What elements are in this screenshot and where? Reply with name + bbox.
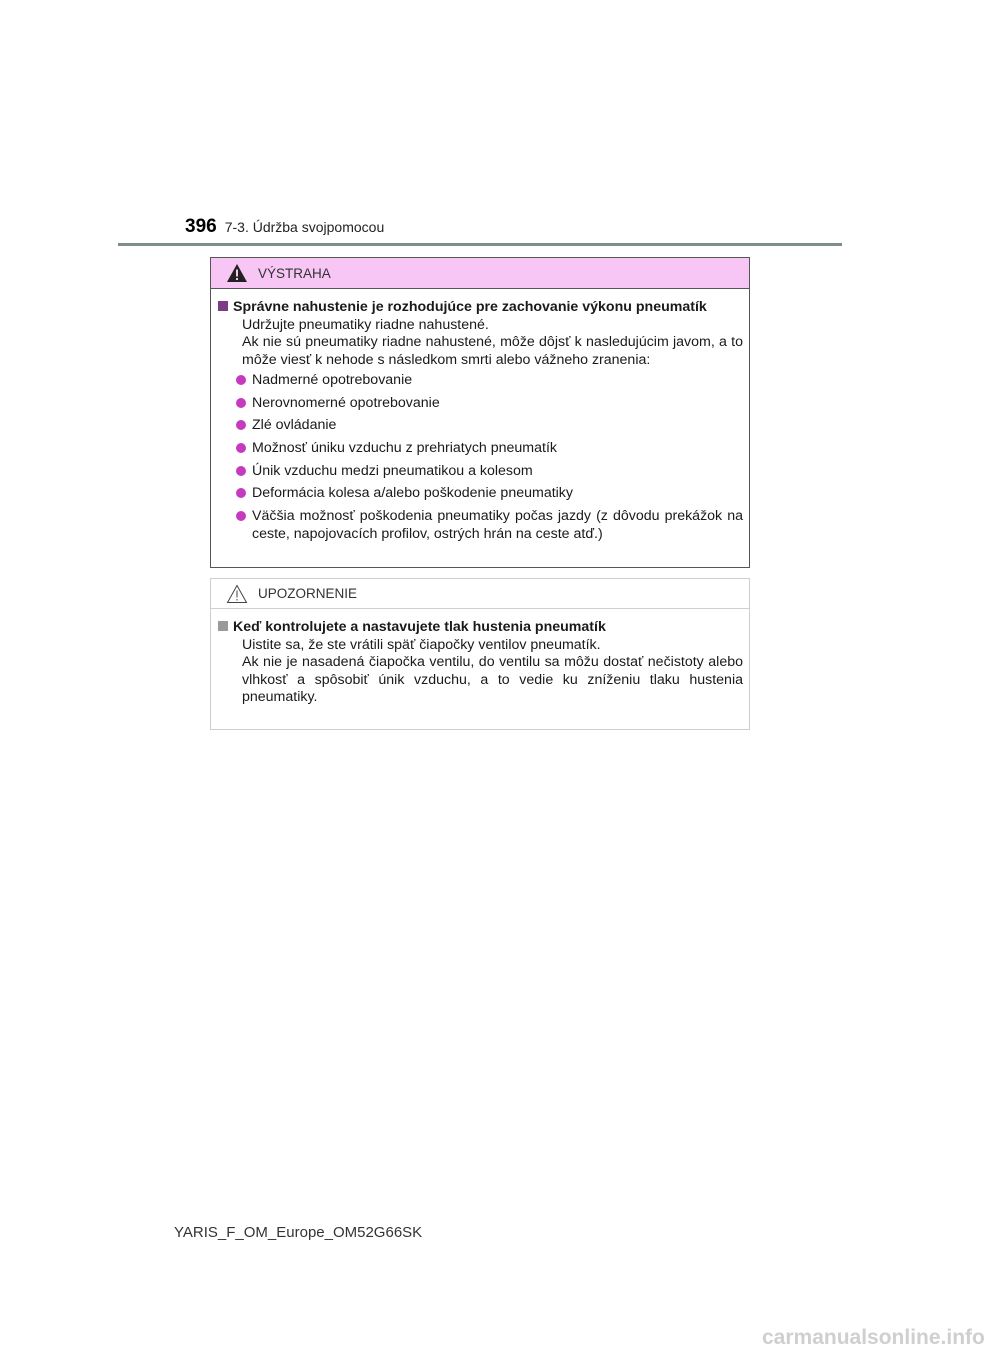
warning-label: VÝSTRAHA [258,265,331,281]
list-item: Nadmerné opotrebovanie [236,372,743,390]
warning-intro-2: Ak nie sú pneumatiky riadne nahustené, môže dôjsť k nasledujúcim javom, a to môže viesť k nehode s následkom smrti alebo vážneho zranenia: [242,334,743,368]
bullet-dot-icon [236,398,246,408]
warning-body [211,289,749,543]
document-code: YARIS_F_OM_Europe_OM52G66SK [174,1224,423,1241]
list-item: Zlé ovládanie [236,417,743,435]
caution-body [211,609,749,707]
page-number: 396 [185,216,217,237]
bullet-dot-icon [236,488,246,498]
caution-heading: Keď kontrolujete a nastavujete tlak hustenia pneumatík [218,619,743,637]
warning-header [211,258,749,289]
caution-triangle-icon [226,584,248,604]
caution-text-2: Ak nie je nasadená čiapočka ventilu, do ventilu sa môžu dostať nečistoty alebo vlhkosť a spôsobiť únik vzduchu, a to vedie ku zníženiu tlaku hustenia pneumatiky. [242,654,743,705]
header-divider [118,243,842,246]
watermark: carmanualsonline.info [762,1326,985,1349]
warning-heading: Správne nahustenie je rozhodujúce pre zachovanie výkonu pneumatík [218,299,743,317]
section-title: 7-3. Údržba svojpomocou [224,219,385,235]
list-item: Možnosť úniku vzduchu z prehriatych pneumatík [236,440,743,458]
list-item: Nerovnomerné opotrebovanie [236,395,743,413]
page-header [185,216,384,238]
bullet-dot-icon [236,466,246,476]
bullet-dot-icon [236,375,246,385]
caution-text-1: Uistite sa, že ste vrátili späť čiapočky ventilov pneumatík. [242,636,601,653]
warning-box [210,257,750,568]
warning-list [218,372,743,543]
list-item: Únik vzduchu medzi pneumatikou a kolesom [236,463,743,481]
list-item: Deformácia kolesa a/alebo poškodenie pneumatiky [236,485,743,503]
bullet-dot-icon [236,511,246,521]
caution-header [211,579,749,609]
list-item: Väčšia možnosť poškodenia pneumatiky počas jazdy (z dôvodu prekážok na ceste, napojovacích profilov, ostrých hrán na ceste atď.) [236,508,743,543]
square-bullet-icon [218,621,228,631]
bullet-dot-icon [236,443,246,453]
warning-triangle-icon [226,263,248,283]
bullet-dot-icon [236,420,246,430]
warning-intro-1: Udržujte pneumatiky riadne nahustené. [242,316,489,333]
caution-label: UPOZORNENIE [258,586,358,601]
caution-box [210,578,750,730]
square-bullet-icon [218,301,228,311]
